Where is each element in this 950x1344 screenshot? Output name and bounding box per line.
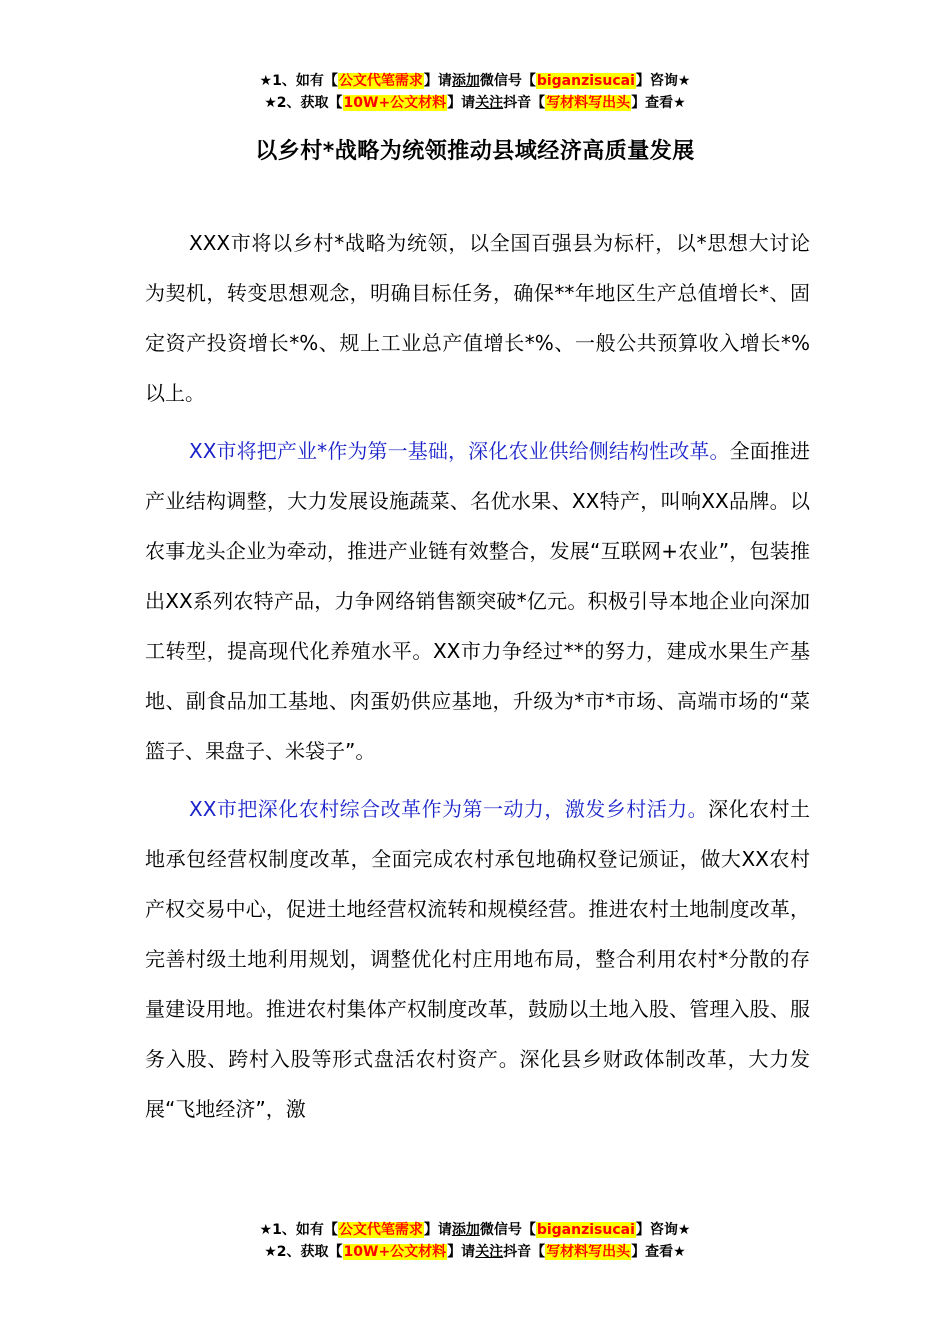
notice-text: ★2、获取【 [264,1244,343,1260]
notice-line-2 [0,92,950,114]
notice-text: 】请 [447,95,476,111]
notice-text: 】请 [423,1222,452,1238]
paragraph [145,426,810,776]
notice-text: 】咨询★ [635,73,691,89]
notice-highlight: 10W+公文材料 [343,95,447,111]
header-notice [0,70,950,114]
paragraph-text: 全面推进产业结构调整，大力发展设施蔬菜、名优水果、XX特产，叫响XX品牌。以农事龙头企业为牵动，推进产业链有效整合，发展“互联网+农业”，包装推出XX系列农特产品，力争网络销售额突破*亿元。积极引导本地企业向深加工转型，提高现代化养殖水平。XX市力争经过**的努力，建成水果生产基地、副食品加工基地、肉蛋奶供应基地，升级为*市*市场、高端市场的“菜篮子、果盘子、米袋子”。 [145,439,811,763]
notice-douyin-id: 写材料写出头 [546,95,631,111]
notice-text: ★1、如有【 [259,1222,338,1238]
notice-underline: 关注 [475,1244,504,1260]
notice-text: 】请 [423,73,452,89]
notice-line-2 [0,1241,950,1263]
paragraph-text: XXX市将以乡村*战略为统领，以全国百强县为标杆，以*思想大讨论为契机，转变思想观念，明确目标任务，确保**年地区生产总值增长*、固定资产投资增长*%、规上工业总产值增长*%、一般公共预算收入增长*%以上。 [145,231,810,405]
notice-text: 】查看★ [631,1244,686,1260]
notice-wechat-id: biganzisucai [536,73,635,89]
paragraph [145,218,810,418]
notice-line-1 [0,70,950,92]
notice-douyin-id: 写材料写出头 [546,1244,631,1260]
notice-text: 微信号【 [479,1222,536,1238]
document-title: 以乡村*战略为统领推动县域经济高质量发展 [255,139,695,164]
notice-text: 抖音【 [503,95,546,111]
notice-highlight: 10W+公文材料 [343,1244,447,1260]
notice-text: 微信号【 [479,73,536,89]
notice-line-1 [0,1219,950,1241]
notice-wechat-id: biganzisucai [536,1222,635,1238]
footer-notice [0,1219,950,1263]
notice-text: ★1、如有【 [259,73,338,89]
paragraph-lead: XX市将把产业*作为第一基础，深化农业供给侧结构性改革。 [189,439,730,463]
paragraph-text: 深化农村土地承包经营权制度改革，全面完成农村承包地确权登记颁证，做大XX农村产权交易中心，促进土地经营权流转和规模经营。推进农村土地制度改革，完善村级土地利用规划，调整优化村庄用地布局，整合利用农村*分散的存量建设用地。推进农村集体产权制度改革，鼓励以土地入股、管理入股、服务入股、跨村入股等形式盘活农村资产。深化县乡财政体制改革，大力发展“飞地经济”，激 [145,797,810,1121]
notice-text: 】咨询★ [635,1222,691,1238]
document-body [145,218,810,1142]
notice-highlight: 公文代笔需求 [338,1222,423,1238]
paragraph [145,784,810,1134]
notice-underline: 关注 [475,95,504,111]
notice-text: 】查看★ [631,95,686,111]
notice-text: ★2、获取【 [264,95,343,111]
notice-text: 抖音【 [503,1244,546,1260]
notice-underline: 添加 [451,73,480,89]
paragraph-lead: XX市把深化农村综合改革作为第一动力，激发乡村活力。 [189,797,709,821]
notice-highlight: 公文代笔需求 [338,73,423,89]
notice-underline: 添加 [451,1222,480,1238]
notice-text: 】请 [447,1244,476,1260]
